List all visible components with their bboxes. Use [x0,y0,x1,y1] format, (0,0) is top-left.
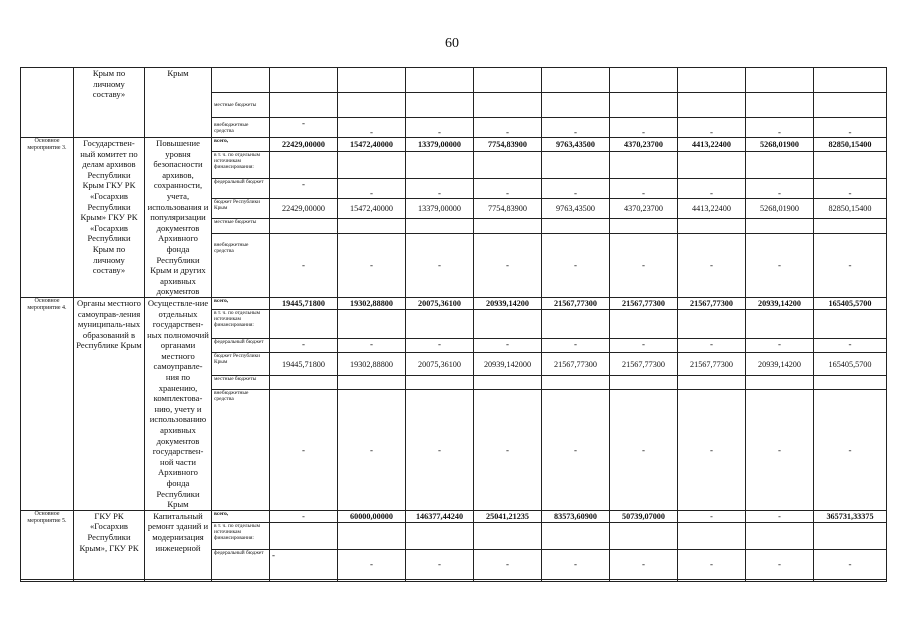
value-cell: - [338,233,406,297]
value-cell: - [746,390,814,510]
value-cell: - [678,510,746,522]
value-cell: - [474,339,542,353]
value-cell: 20075,36100 [406,353,474,376]
source-label: внебюджетные средства [212,118,270,138]
value-cell: - [270,233,338,297]
value-cell: - [542,549,610,579]
table-row [21,510,887,522]
source-label: всего, [212,297,270,309]
source-label: федеральный бюджет [212,179,270,199]
value-cell: - [610,179,678,199]
activity-cell: Крым [145,68,212,138]
value-cell: - [746,549,814,579]
value-cell: 22429,00000 [270,199,338,219]
value-cell: - [814,118,887,138]
value-cell: 21567,77300 [610,353,678,376]
value-cell: - [678,390,746,510]
value-cell: 7754,83900 [474,138,542,152]
value-cell: - [474,179,542,199]
value-cell: - [746,233,814,297]
executor-cell: Органы местного самоуправ-ления муниципаль-ных образований в Республике Крым [74,297,145,510]
value-cell: - [474,549,542,579]
value-cell: - [474,233,542,297]
page-number: 60 [445,36,459,51]
value-cell: 165405,5700 [814,353,887,376]
value-cell: - [406,390,474,510]
source-label: местные бюджеты [212,376,270,390]
activity-cell: Осуществле-ние отдельных государствен-ных полномочий органами местного самоуправле-ния по хранению, комплектова-нию, учету и использованию архивных документов государствен-ной части Архивного фонда Республики Крым [145,297,212,510]
value-cell: - [814,339,887,353]
source-label: бюджет Республики Крым [212,199,270,219]
value-cell: 25041,21235 [474,510,542,522]
value-cell: - [610,549,678,579]
source-label: в т. ч. по отдельным источникам финансирования: [212,310,270,339]
value-cell: - [610,339,678,353]
value-cell: 13379,00000 [406,138,474,152]
value-cell: - [270,390,338,510]
source-label: бюджет Республики Крым [212,353,270,376]
value-cell: 165405,5700 [814,297,887,309]
value-cell: - [270,179,338,199]
value-cell: - [746,339,814,353]
value-cell: 19445,71800 [270,353,338,376]
value-cell: - [406,339,474,353]
value-cell: - [270,118,338,138]
activity-cell: Повышение уровня безопасности архивов, сохранности, учета, использования и популяризации документов Архивного фонда Республики Крым и других архивных документов [145,138,212,298]
source-label: всего, [212,138,270,152]
value-cell: - [678,179,746,199]
value-cell: 21567,77300 [542,297,610,309]
source-label: внебюджетные средства [212,233,270,297]
category-cell: Основное мероприятие 3. [21,138,74,298]
value-cell: - [542,179,610,199]
value-cell: 19302,88800 [338,297,406,309]
value-cell: - [338,549,406,579]
value-cell: 7754,83900 [474,199,542,219]
value-cell: - [338,390,406,510]
value-cell: 60000,00000 [338,510,406,522]
value-cell: 20939,142000 [474,353,542,376]
value-cell: 20075,36100 [406,297,474,309]
value-cell: 365731,33375 [814,510,887,522]
source-label: в т. ч. по отдельным источникам финансирования: [212,152,270,179]
value-cell: 19302,88800 [338,353,406,376]
source-label: местные бюджеты [212,219,270,233]
executor-cell: ГКУ РК «Госархив Республики Крым», ГКУ РК [74,510,145,579]
value-cell: - [746,510,814,522]
value-cell: 13379,00000 [406,199,474,219]
value-cell: - [474,118,542,138]
source-label: внебюджетные средства [212,390,270,510]
value-cell: - [542,233,610,297]
value-cell: 146377,44240 [406,510,474,522]
value-cell: 20939,14200 [746,297,814,309]
activity-cell: Капитальный ремонт зданий и модернизация инженерной [145,510,212,579]
value-cell: - [542,339,610,353]
table-row [21,297,887,309]
value-cell: 20939,14200 [746,353,814,376]
value-cell: - [814,233,887,297]
value-cell: - [406,179,474,199]
value-cell: 22429,00000 [270,138,338,152]
value-cell: - [474,390,542,510]
value-cell: - [678,233,746,297]
value-cell: - [406,549,474,579]
value-cell: 4413,22400 [678,199,746,219]
value-cell: 50739,07000 [610,510,678,522]
value-cell: 9763,43500 [542,199,610,219]
value-cell: - [338,339,406,353]
category-cell: Основное мероприятие 5. [21,510,74,579]
value-cell: - [338,118,406,138]
value-cell: - [270,549,338,579]
value-cell: - [610,233,678,297]
value-cell: 4370,23700 [610,199,678,219]
value-cell: 21567,77300 [678,297,746,309]
value-cell: - [814,549,887,579]
source-label: федеральный бюджет [212,549,270,579]
value-cell: - [406,233,474,297]
source-label: местные бюджеты [212,93,270,118]
value-cell: - [678,549,746,579]
value-cell: 20939,14200 [474,297,542,309]
table-row [21,138,887,152]
value-cell: 21567,77300 [610,297,678,309]
value-cell: - [746,118,814,138]
value-cell: 5268,01900 [746,199,814,219]
value-cell: 9763,43500 [542,138,610,152]
executor-cell: Государствен-ный комитет по делам архивов Республики Крым ГКУ РК «Госархив Республики Крым» ГКУ РК «Госархив Республики Крым по личному составу» [74,138,145,298]
value-cell: 83573,60900 [542,510,610,522]
value-cell: - [338,179,406,199]
value-cell: - [678,339,746,353]
value-cell: - [406,118,474,138]
value-cell: - [814,179,887,199]
value-cell: - [542,118,610,138]
value-cell: - [746,179,814,199]
value-cell: 82850,15400 [814,138,887,152]
source-label: всего, [212,510,270,522]
value-cell: - [270,510,338,522]
value-cell: 4370,23700 [610,138,678,152]
budget-table [20,67,887,582]
value-cell: - [542,390,610,510]
value-cell: 15472,40000 [338,138,406,152]
table-row [21,579,887,581]
value-cell: 21567,77300 [678,353,746,376]
source-label: в т. ч. по отдельным источникам финансирования: [212,522,270,549]
value-cell: - [814,390,887,510]
value-cell: 21567,77300 [542,353,610,376]
table-row [21,68,887,93]
value-cell: - [678,118,746,138]
value-cell: 15472,40000 [338,199,406,219]
value-cell: - [270,339,338,353]
value-cell: 19445,71800 [270,297,338,309]
value-cell: - [610,118,678,138]
value-cell: 82850,15400 [814,199,887,219]
value-cell: - [610,390,678,510]
category-cell: Основное мероприятие 4. [21,297,74,510]
category-cell [21,68,74,138]
value-cell: 4413,22400 [678,138,746,152]
value-cell: 5268,01900 [746,138,814,152]
source-label: федеральный бюджет [212,339,270,353]
executor-cell: Крым по личному составу» [74,68,145,138]
